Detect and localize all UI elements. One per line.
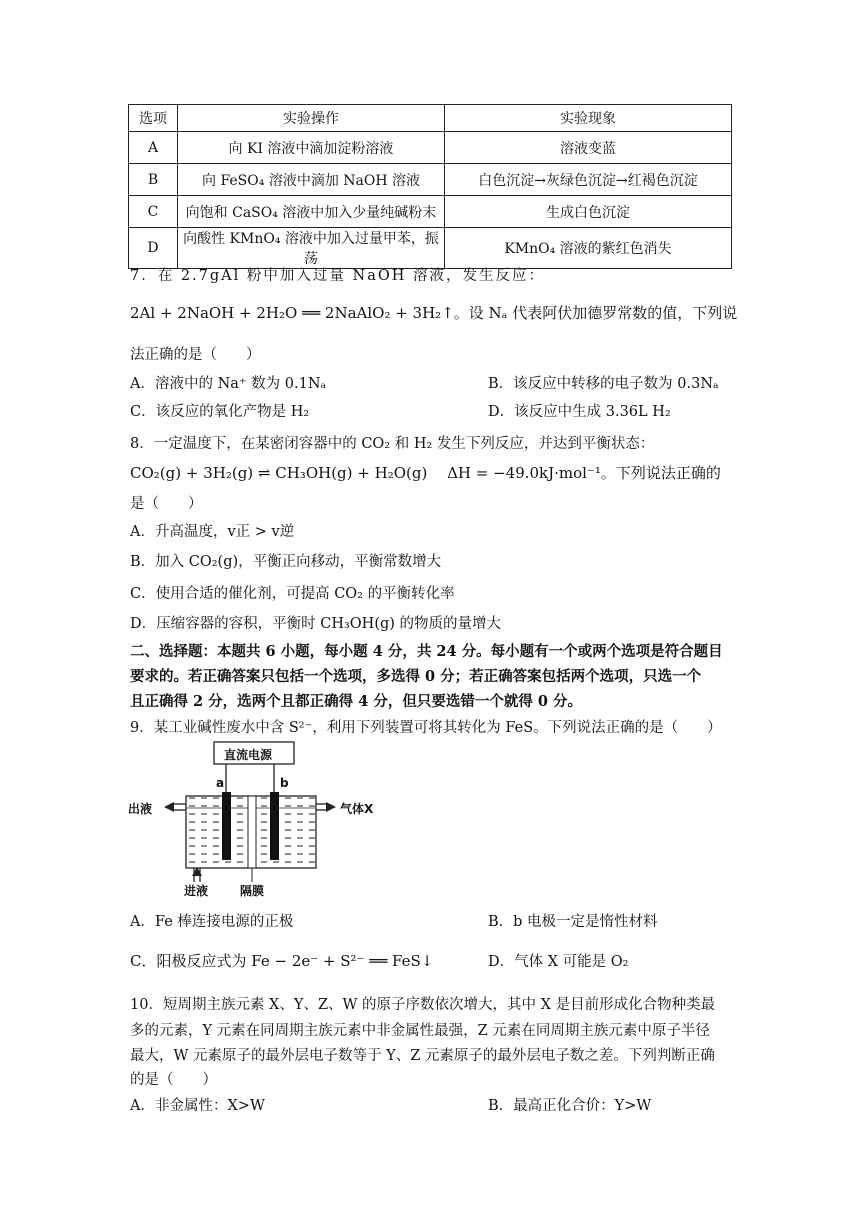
table-cell-option: C [129, 196, 178, 228]
q10-line4: 的是（ ） [130, 1072, 217, 1088]
q10-line2: 多的元素，Y 元素在同周期主族元素中非金属性最强，Z 元素在同周期主族元素中原子半径 [130, 1023, 710, 1039]
experiment-table [128, 104, 732, 269]
q7-equation-line [130, 302, 737, 323]
table-cell-operation: 向酸性 KMnO₄ 溶液中加入过量甲苯，振荡 [178, 228, 445, 269]
outlet-arrow-icon [164, 802, 174, 812]
q7-choice-b[interactable]: B．该反应中转移的电子数为 0.3Nₐ [488, 376, 719, 392]
membrane-label: 隔膜 [240, 884, 265, 898]
electrode-a-label: a [216, 776, 225, 790]
q9-choice-a[interactable]: A．Fe 棒连接电源的正极 [130, 914, 294, 930]
table-row [129, 164, 732, 196]
power-supply-label: 直流电源 [224, 748, 273, 762]
q7-equation: 2Al + 2NaOH + 2H₂O ══ 2NaAlO₂ + 3H₂↑ [130, 304, 454, 322]
q9-choice-c[interactable]: C．阳极反应式为 Fe − 2e⁻ + S²⁻ ══ FeS↓ [130, 952, 434, 970]
q9-stem: 9．某工业碱性废水中含 S²⁻，利用下列装置可将其转化为 FeS。下列说法正确的是（ ） [130, 720, 722, 736]
q10-line1: 10．短周期主族元素 X、Y、Z、W 的原子序数依次增大，其中 X 是目前形成化合物种类最 [130, 997, 716, 1013]
electrolysis-figure [128, 738, 388, 898]
q10-choice-a[interactable]: A．非金属性：X>W [130, 1098, 265, 1114]
section2-line2: 要求的。若正确答案只包括一个选项，多选得 0 分；若正确答案包括两个选项，只选一个 [130, 668, 702, 685]
q8-choice-c[interactable]: C．使用合适的催化剂，可提高 CO₂ 的平衡转化率 [130, 586, 455, 602]
q8-choice-d[interactable]: D．压缩容器的容积，平衡时 CH₃OH(g) 的物质的量增大 [130, 616, 502, 632]
q7-choice-a[interactable]: A．溶液中的 Na⁺ 数为 0.1Nₐ [130, 376, 327, 392]
membrane [248, 796, 256, 868]
q7-choice-c[interactable]: C．该反应的氧化产物是 H₂ [130, 404, 310, 420]
electrode-a [222, 792, 231, 860]
table-header-operation: 实验操作 [178, 105, 445, 132]
q7-stem-line1: 7．在 2.7gAl 粉中加入过量 NaOH 溶液，发生反应： [130, 268, 545, 284]
electrode-b-label: b [280, 776, 289, 790]
table-cell-phenomenon: 溶液变蓝 [445, 132, 732, 164]
table-cell-option: D [129, 228, 178, 269]
gas-arrow-icon [326, 802, 336, 812]
section2-line1: 二、选择题：本题共 6 小题，每小题 4 分，共 24 分。每小题有一个或两个选项是符合题目 [130, 643, 723, 660]
q8-equation-line [130, 462, 721, 483]
q7-stem-line2-tail: 。设 Nₐ 代表阿伏加德罗常数的值，下列说 [453, 304, 738, 322]
outlet-label: 出液 [128, 802, 153, 816]
electrode-b [270, 792, 279, 860]
table-header-option: 选项 [129, 105, 178, 132]
q7-choice-d[interactable]: D．该反应中生成 3.36L H₂ [488, 404, 671, 420]
table-row [129, 196, 732, 228]
table-cell-phenomenon: 白色沉淀→灰绿色沉淀→红褐色沉淀 [445, 164, 732, 196]
section2-line3: 且正确得 2 分，选两个且都正确得 4 分，但只要选错一个就得 0 分。 [130, 693, 583, 710]
table-cell-operation: 向 FeSO₄ 溶液中滴加 NaOH 溶液 [178, 164, 445, 196]
table-header-row [129, 105, 732, 132]
table-row [129, 132, 732, 164]
gas-x-label: 气体X [340, 802, 374, 816]
table-header-phenomenon: 实验现象 [445, 105, 732, 132]
q8-choice-b[interactable]: B．加入 CO₂(g)，平衡正向移动，平衡常数增大 [130, 554, 442, 570]
inlet-label: 进液 [184, 884, 209, 898]
table-cell-operation: 向饱和 CaSO₄ 溶液中加入少量纯碱粉末 [178, 196, 445, 228]
table-cell-option: A [129, 132, 178, 164]
q10-choice-b[interactable]: B．最高正化合价：Y>W [488, 1098, 652, 1114]
q9-choice-b[interactable]: B．b 电极一定是惰性材料 [488, 914, 658, 930]
table-cell-phenomenon: KMnO₄ 溶液的紫红色消失 [445, 228, 732, 269]
q8-choice-a[interactable]: A．升高温度，v正 > v逆 [130, 524, 295, 540]
q8-stem-line1: 8．一定温度下，在某密闭容器中的 CO₂ 和 H₂ 发生下列反应，并达到平衡状态： [130, 436, 655, 452]
q8-stem-line2-tail: 。下列说法正确的 [600, 464, 721, 482]
table-cell-operation: 向 KI 溶液中滴加淀粉溶液 [178, 132, 445, 164]
q7-stem-line3: 法正确的是（ ） [130, 347, 261, 363]
q8-equation: CO₂(g) + 3H₂(g) ⇌ CH₃OH(g) + H₂O(g) ΔH = −49.0kJ·mol⁻¹ [130, 464, 601, 482]
q8-stem-line3: 是（ ） [130, 496, 203, 512]
table-row [129, 228, 732, 269]
table-cell-phenomenon: 生成白色沉淀 [445, 196, 732, 228]
q9-choice-d[interactable]: D．气体 X 可能是 O₂ [488, 954, 629, 970]
table-cell-option: B [129, 164, 178, 196]
q10-line3: 最大，W 元素原子的最外层电子数等于 Y、Z 元素原子的最外层电子数之差。下列判断正确 [130, 1048, 715, 1064]
